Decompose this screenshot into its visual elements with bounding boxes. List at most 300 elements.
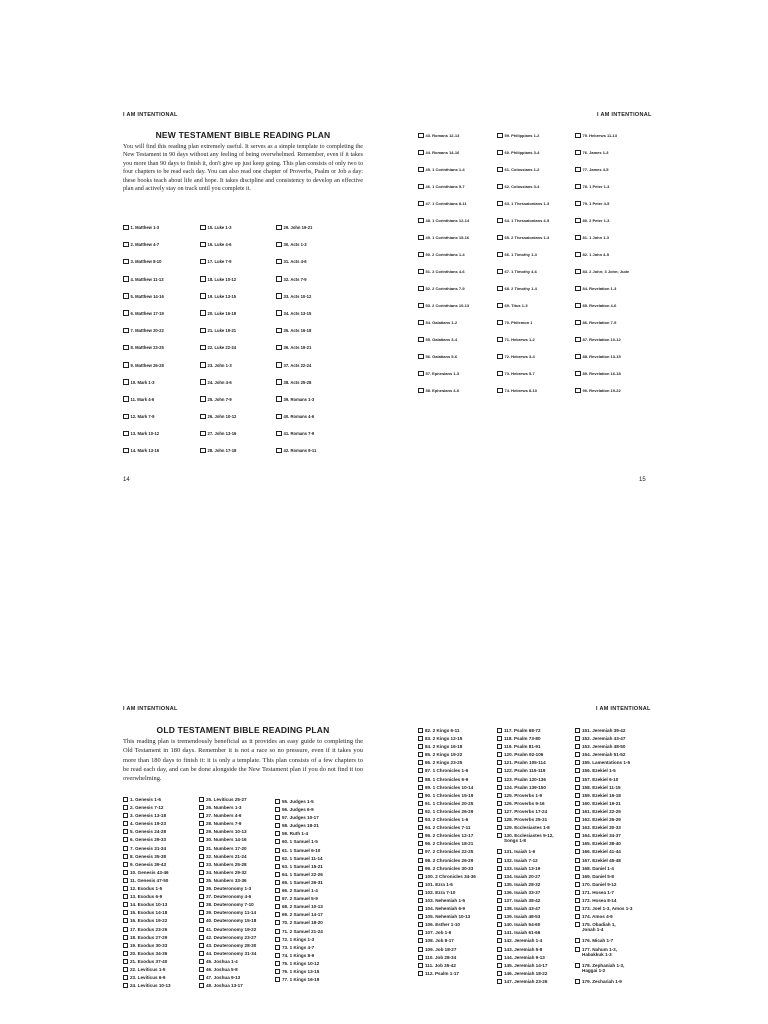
reading-day-item[interactable] (418, 874, 476, 882)
checkbox[interactable] (199, 886, 204, 891)
checkbox[interactable] (497, 914, 502, 919)
reading-day-item[interactable] (418, 938, 476, 946)
checkbox[interactable] (123, 918, 128, 923)
checkbox[interactable] (418, 833, 423, 838)
reading-day-item[interactable] (497, 777, 554, 785)
reading-day-item[interactable] (575, 744, 632, 752)
reading-day-item[interactable] (497, 930, 554, 938)
checkbox[interactable] (575, 914, 580, 919)
reading-day-item[interactable] (418, 955, 476, 963)
checkbox[interactable] (418, 866, 423, 871)
reading-day-item[interactable] (275, 977, 323, 985)
reading-day-item[interactable] (575, 979, 632, 987)
checkbox[interactable] (275, 848, 280, 853)
checkbox[interactable] (418, 930, 423, 935)
reading-day-item[interactable] (199, 951, 256, 959)
checkbox[interactable] (497, 728, 502, 733)
checkbox[interactable] (418, 914, 423, 919)
checkbox[interactable] (275, 864, 280, 869)
reading-day-item[interactable] (199, 878, 256, 886)
checkbox[interactable] (497, 938, 502, 943)
reading-day-item[interactable] (275, 961, 323, 969)
checkbox[interactable] (275, 799, 280, 804)
reading-day-item[interactable] (575, 947, 632, 963)
checkbox[interactable] (575, 922, 580, 927)
reading-day-item[interactable] (123, 983, 171, 991)
checkbox[interactable] (497, 979, 502, 984)
reading-day-item[interactable] (418, 930, 476, 938)
checkbox[interactable] (418, 752, 423, 757)
reading-day-item[interactable] (497, 744, 554, 752)
checkbox[interactable] (199, 927, 204, 932)
reading-day-item[interactable] (199, 805, 256, 813)
reading-day-item[interactable] (123, 829, 171, 837)
reading-day-item[interactable] (418, 760, 476, 768)
checkbox[interactable] (575, 898, 580, 903)
checkbox[interactable] (418, 947, 423, 952)
reading-day-item[interactable] (418, 906, 476, 914)
checkbox[interactable] (575, 817, 580, 822)
reading-day-item[interactable] (275, 945, 323, 953)
checkbox[interactable] (199, 805, 204, 810)
checkbox[interactable] (199, 918, 204, 923)
checkbox[interactable] (199, 846, 204, 851)
reading-day-item[interactable] (275, 880, 323, 888)
reading-day-item[interactable] (418, 882, 476, 890)
checkbox[interactable] (497, 768, 502, 773)
reading-day-item[interactable] (275, 807, 323, 815)
checkbox[interactable] (199, 943, 204, 948)
reading-day-item[interactable] (199, 870, 256, 878)
checkbox[interactable] (123, 983, 128, 988)
reading-day-item[interactable] (575, 825, 632, 833)
checkbox[interactable] (123, 959, 128, 964)
reading-day-item[interactable] (275, 953, 323, 961)
reading-day-item[interactable] (497, 914, 554, 922)
checkbox[interactable] (575, 938, 580, 943)
checkbox[interactable] (123, 813, 128, 818)
reading-day-item[interactable] (497, 768, 554, 776)
checkbox[interactable] (275, 945, 280, 950)
reading-day-item[interactable] (199, 846, 256, 854)
reading-day-item[interactable] (497, 866, 554, 874)
checkbox[interactable] (575, 809, 580, 814)
checkbox[interactable] (497, 947, 502, 952)
checkbox[interactable] (418, 858, 423, 863)
checkbox[interactable] (199, 902, 204, 907)
checkbox[interactable] (199, 829, 204, 834)
checkbox[interactable] (275, 807, 280, 812)
checkbox[interactable] (418, 736, 423, 741)
reading-day-item[interactable] (199, 886, 256, 894)
checkbox[interactable] (199, 797, 204, 802)
reading-day-item[interactable] (199, 935, 256, 943)
reading-day-item[interactable] (575, 938, 632, 946)
checkbox[interactable] (123, 829, 128, 834)
checkbox[interactable] (123, 902, 128, 907)
checkbox[interactable] (418, 955, 423, 960)
checkbox[interactable] (575, 947, 580, 952)
checkbox[interactable] (497, 866, 502, 871)
checkbox[interactable] (123, 797, 128, 802)
reading-day-item[interactable] (497, 874, 554, 882)
reading-day-item[interactable] (575, 728, 632, 736)
reading-day-item[interactable] (275, 937, 323, 945)
checkbox[interactable] (199, 870, 204, 875)
reading-day-item[interactable] (123, 837, 171, 845)
reading-day-item[interactable] (418, 801, 476, 809)
reading-day-item[interactable] (418, 728, 476, 736)
reading-day-item[interactable] (418, 947, 476, 955)
reading-day-item[interactable] (123, 813, 171, 821)
checkbox[interactable] (275, 888, 280, 893)
checkbox[interactable] (497, 955, 502, 960)
reading-day-item[interactable] (575, 817, 632, 825)
checkbox[interactable] (575, 801, 580, 806)
checkbox[interactable] (275, 904, 280, 909)
reading-day-item[interactable] (497, 825, 554, 833)
checkbox[interactable] (418, 777, 423, 782)
reading-day-item[interactable] (123, 886, 171, 894)
checkbox[interactable] (575, 760, 580, 765)
reading-day-item[interactable] (497, 785, 554, 793)
checkbox[interactable] (199, 854, 204, 859)
reading-day-item[interactable] (199, 983, 256, 991)
checkbox[interactable] (575, 979, 580, 984)
checkbox[interactable] (497, 971, 502, 976)
checkbox[interactable] (418, 801, 423, 806)
checkbox[interactable] (575, 785, 580, 790)
reading-day-item[interactable] (275, 823, 323, 831)
reading-day-item[interactable] (123, 975, 171, 983)
checkbox[interactable] (275, 937, 280, 942)
reading-day-item[interactable] (497, 979, 554, 987)
checkbox[interactable] (497, 858, 502, 863)
checkbox[interactable] (418, 874, 423, 879)
checkbox[interactable] (418, 841, 423, 846)
reading-day-item[interactable] (575, 858, 632, 866)
checkbox[interactable] (199, 837, 204, 842)
checkbox[interactable] (497, 882, 502, 887)
checkbox[interactable] (497, 874, 502, 879)
reading-day-item[interactable] (418, 890, 476, 898)
checkbox[interactable] (497, 736, 502, 741)
checkbox[interactable] (497, 744, 502, 749)
reading-day-item[interactable] (275, 839, 323, 847)
checkbox[interactable] (123, 910, 128, 915)
checkbox[interactable] (275, 961, 280, 966)
checkbox[interactable] (418, 809, 423, 814)
checkbox[interactable] (199, 894, 204, 899)
checkbox[interactable] (199, 983, 204, 988)
checkbox[interactable] (275, 912, 280, 917)
checkbox[interactable] (497, 785, 502, 790)
reading-day-item[interactable] (123, 821, 171, 829)
checkbox[interactable] (497, 793, 502, 798)
checkbox[interactable] (275, 920, 280, 925)
reading-day-item[interactable] (575, 809, 632, 817)
checkbox[interactable] (123, 837, 128, 842)
checkbox[interactable] (418, 793, 423, 798)
checkbox[interactable] (575, 890, 580, 895)
checkbox[interactable] (575, 736, 580, 741)
checkbox[interactable] (418, 817, 423, 822)
checkbox[interactable] (123, 870, 128, 875)
reading-day-item[interactable] (199, 902, 256, 910)
checkbox[interactable] (199, 959, 204, 964)
reading-day-item[interactable] (199, 821, 256, 829)
checkbox[interactable] (418, 898, 423, 903)
reading-day-item[interactable] (575, 963, 632, 979)
reading-day-item[interactable] (497, 882, 554, 890)
checkbox[interactable] (275, 953, 280, 958)
reading-day-item[interactable] (123, 894, 171, 902)
reading-day-item[interactable] (497, 760, 554, 768)
checkbox[interactable] (418, 849, 423, 854)
reading-day-item[interactable] (418, 849, 476, 857)
reading-day-item[interactable] (418, 817, 476, 825)
checkbox[interactable] (199, 967, 204, 972)
checkbox[interactable] (275, 856, 280, 861)
reading-day-item[interactable] (575, 785, 632, 793)
checkbox[interactable] (497, 817, 502, 822)
reading-day-item[interactable] (275, 831, 323, 839)
reading-day-item[interactable] (575, 768, 632, 776)
reading-day-item[interactable] (123, 959, 171, 967)
checkbox[interactable] (575, 874, 580, 879)
reading-day-item[interactable] (575, 777, 632, 785)
reading-day-item[interactable] (123, 878, 171, 886)
reading-day-item[interactable] (497, 890, 554, 898)
reading-day-item[interactable] (497, 752, 554, 760)
checkbox[interactable] (497, 801, 502, 806)
reading-day-item[interactable] (575, 874, 632, 882)
reading-day-item[interactable] (123, 854, 171, 862)
checkbox[interactable] (497, 898, 502, 903)
reading-day-item[interactable] (497, 736, 554, 744)
reading-day-item[interactable] (418, 736, 476, 744)
reading-day-item[interactable] (418, 793, 476, 801)
checkbox[interactable] (497, 849, 502, 854)
reading-day-item[interactable] (497, 955, 554, 963)
reading-day-item[interactable] (575, 882, 632, 890)
checkbox[interactable] (123, 854, 128, 859)
reading-day-item[interactable] (123, 927, 171, 935)
reading-day-item[interactable] (199, 975, 256, 983)
reading-day-item[interactable] (275, 904, 323, 912)
checkbox[interactable] (497, 777, 502, 782)
reading-day-item[interactable] (418, 744, 476, 752)
checkbox[interactable] (575, 825, 580, 830)
checkbox[interactable] (199, 975, 204, 980)
checkbox[interactable] (418, 768, 423, 773)
reading-day-item[interactable] (123, 797, 171, 805)
checkbox[interactable] (123, 943, 128, 948)
reading-day-item[interactable] (418, 866, 476, 874)
reading-day-item[interactable] (275, 929, 323, 937)
reading-day-item[interactable] (418, 809, 476, 817)
reading-day-item[interactable] (575, 898, 632, 906)
checkbox[interactable] (199, 951, 204, 956)
reading-day-item[interactable] (497, 849, 554, 857)
checkbox[interactable] (199, 862, 204, 867)
checkbox[interactable] (418, 744, 423, 749)
reading-day-item[interactable] (497, 898, 554, 906)
checkbox[interactable] (275, 929, 280, 934)
checkbox[interactable] (123, 927, 128, 932)
checkbox[interactable] (575, 841, 580, 846)
reading-day-item[interactable] (275, 872, 323, 880)
reading-day-item[interactable] (418, 898, 476, 906)
reading-day-item[interactable] (575, 849, 632, 857)
checkbox[interactable] (275, 977, 280, 982)
checkbox[interactable] (418, 971, 423, 976)
reading-day-item[interactable] (275, 969, 323, 977)
reading-day-item[interactable] (199, 813, 256, 821)
checkbox[interactable] (497, 963, 502, 968)
checkbox[interactable] (418, 922, 423, 927)
reading-day-item[interactable] (275, 920, 323, 928)
reading-day-item[interactable] (123, 910, 171, 918)
reading-day-item[interactable] (123, 846, 171, 854)
reading-day-item[interactable] (275, 888, 323, 896)
checkbox[interactable] (575, 882, 580, 887)
reading-day-item[interactable] (199, 927, 256, 935)
reading-day-item[interactable] (418, 922, 476, 930)
checkbox[interactable] (575, 744, 580, 749)
reading-day-item[interactable] (199, 854, 256, 862)
reading-day-item[interactable] (275, 815, 323, 823)
checkbox[interactable] (418, 963, 423, 968)
reading-day-item[interactable] (575, 793, 632, 801)
checkbox[interactable] (418, 906, 423, 911)
reading-day-item[interactable] (275, 912, 323, 920)
reading-day-item[interactable] (575, 760, 632, 768)
checkbox[interactable] (418, 825, 423, 830)
reading-day-item[interactable] (123, 805, 171, 813)
checkbox[interactable] (575, 768, 580, 773)
reading-day-item[interactable] (575, 752, 632, 760)
checkbox[interactable] (275, 823, 280, 828)
reading-day-item[interactable] (199, 829, 256, 837)
reading-day-item[interactable] (199, 862, 256, 870)
reading-day-item[interactable] (497, 817, 554, 825)
checkbox[interactable] (275, 880, 280, 885)
checkbox[interactable] (418, 938, 423, 943)
reading-day-item[interactable] (575, 866, 632, 874)
checkbox[interactable] (275, 839, 280, 844)
reading-day-item[interactable] (123, 951, 171, 959)
reading-day-item[interactable] (199, 967, 256, 975)
checkbox[interactable] (497, 922, 502, 927)
checkbox[interactable] (123, 935, 128, 940)
reading-day-item[interactable] (418, 825, 476, 833)
reading-day-item[interactable] (199, 837, 256, 845)
reading-day-item[interactable] (575, 841, 632, 849)
checkbox[interactable] (123, 951, 128, 956)
reading-day-item[interactable] (199, 797, 256, 805)
checkbox[interactable] (418, 882, 423, 887)
checkbox[interactable] (497, 833, 502, 838)
reading-day-item[interactable] (497, 922, 554, 930)
checkbox[interactable] (275, 896, 280, 901)
checkbox[interactable] (575, 906, 580, 911)
reading-day-item[interactable] (123, 918, 171, 926)
checkbox[interactable] (418, 890, 423, 895)
reading-day-item[interactable] (275, 896, 323, 904)
checkbox[interactable] (199, 910, 204, 915)
checkbox[interactable] (123, 878, 128, 883)
reading-day-item[interactable] (418, 963, 476, 971)
reading-day-item[interactable] (418, 777, 476, 785)
reading-day-item[interactable] (418, 841, 476, 849)
checkbox[interactable] (575, 777, 580, 782)
reading-day-item[interactable] (575, 922, 632, 938)
reading-day-item[interactable] (123, 862, 171, 870)
checkbox[interactable] (575, 833, 580, 838)
checkbox[interactable] (275, 815, 280, 820)
checkbox[interactable] (497, 760, 502, 765)
reading-day-item[interactable] (497, 938, 554, 946)
checkbox[interactable] (199, 821, 204, 826)
reading-day-item[interactable] (199, 943, 256, 951)
reading-day-item[interactable] (497, 801, 554, 809)
reading-day-item[interactable] (575, 833, 632, 841)
reading-day-item[interactable] (418, 914, 476, 922)
checkbox[interactable] (123, 975, 128, 980)
reading-day-item[interactable] (575, 736, 632, 744)
checkbox[interactable] (497, 825, 502, 830)
checkbox[interactable] (123, 967, 128, 972)
reading-day-item[interactable] (418, 858, 476, 866)
reading-day-item[interactable] (275, 864, 323, 872)
checkbox[interactable] (123, 846, 128, 851)
checkbox[interactable] (123, 805, 128, 810)
reading-day-item[interactable] (418, 768, 476, 776)
checkbox[interactable] (123, 862, 128, 867)
reading-day-item[interactable] (123, 943, 171, 951)
checkbox[interactable] (497, 930, 502, 935)
reading-day-item[interactable] (199, 894, 256, 902)
reading-day-item[interactable] (418, 752, 476, 760)
reading-day-item[interactable] (275, 848, 323, 856)
reading-day-item[interactable] (275, 799, 323, 807)
reading-day-item[interactable] (497, 728, 554, 736)
checkbox[interactable] (418, 785, 423, 790)
reading-day-item[interactable] (497, 963, 554, 971)
checkbox[interactable] (275, 872, 280, 877)
checkbox[interactable] (575, 866, 580, 871)
checkbox[interactable] (418, 760, 423, 765)
reading-day-item[interactable] (418, 833, 476, 841)
reading-day-item[interactable] (497, 833, 554, 849)
checkbox[interactable] (497, 906, 502, 911)
reading-day-item[interactable] (123, 870, 171, 878)
reading-day-item[interactable] (418, 971, 476, 979)
reading-day-item[interactable] (497, 971, 554, 979)
checkbox[interactable] (123, 894, 128, 899)
checkbox[interactable] (199, 935, 204, 940)
reading-day-item[interactable] (418, 785, 476, 793)
reading-day-item[interactable] (199, 959, 256, 967)
reading-day-item[interactable] (199, 910, 256, 918)
reading-day-item[interactable] (497, 809, 554, 817)
reading-day-item[interactable] (199, 918, 256, 926)
reading-day-item[interactable] (497, 947, 554, 955)
checkbox[interactable] (575, 849, 580, 854)
checkbox[interactable] (575, 728, 580, 733)
reading-day-item[interactable] (575, 801, 632, 809)
